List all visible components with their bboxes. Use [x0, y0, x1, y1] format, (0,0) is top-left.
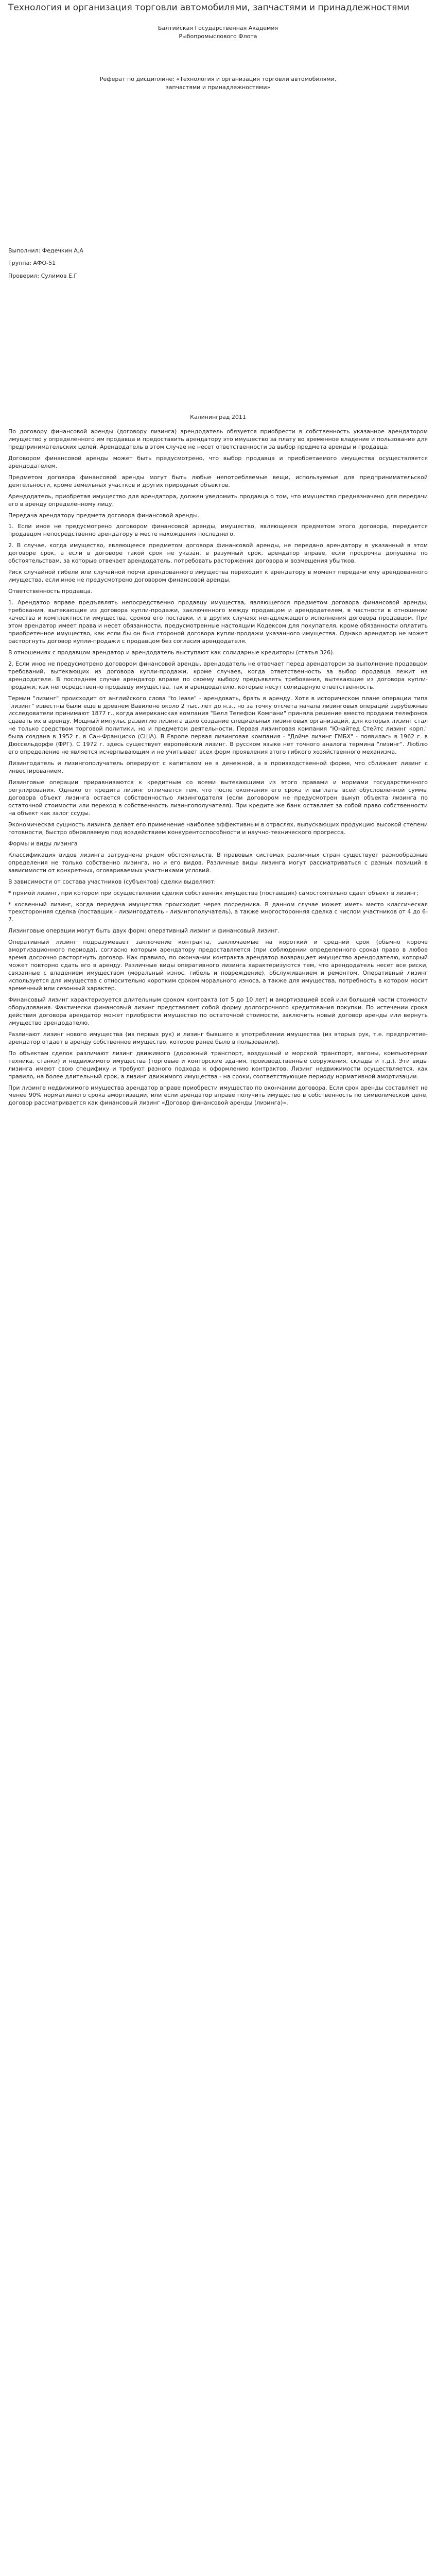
- body-paragraph: Лизинговые операции приравниваются к кредитным со всеми вытекающими из этого правами и нормами государственного регулирования. Однако от кредита лизинг отличается тем, что после окончания его срока и выплаты всей обусловленной суммы договора объект лизинга остается собственностью лизингодателя (если договором не предусмотрен выкуп объекта лизинга по остаточной стоимости или переход в собственность лизингополучателя). При кредите же банк оставляет за собой право собственности на объект как залог ссуды.: [8, 779, 428, 817]
- body-paragraph: Финансовый лизинг характеризуется длительным сроком контракта (от 5 до 10 лет) и амортизацией всей или большей части стоимости оборудования. Фактически финансовый лизинг представляет собой форму долгосрочного кредитования покупки. По истечении срока действия договора арендатор может приобрести имущество по остаточной стоимости, заключить новый договор аренды или вернуть имущество арендодателю.: [8, 996, 428, 1026]
- document-title: Технология и организация торговли автомобилями, запчастями и принадлежностями: [8, 3, 410, 13]
- group-line: Группа: АФО-51: [8, 260, 56, 267]
- body-paragraph: В отношениях с продавцом арендатор и арендодатель выступают как солидарные кредиторы (статья 326).: [8, 649, 335, 656]
- body-paragraph: В зависимости от состава участников (субъектов) сделки выделяют:: [8, 878, 216, 885]
- city-year: Калининград 2011: [190, 414, 246, 421]
- checker-line: Проверил: Сулимов Е.Г: [8, 272, 78, 279]
- body-paragraph: * косвенный лизинг, когда передача имущества происходит через посредника. В данном случае может иметь место классическая трехсторонняя сделка (поставщик - лизингодатель - лизингополучатель), а также многосторонняя сделка с числом участников от 4 до 6-7.: [8, 901, 428, 923]
- organization-block: [8, 24, 428, 41]
- body-paragraph: Термин "лизинг" происходит от английского слова "to lease" - арендовать, брать в аренду. Хотя в историческом плане операции типа "лизинг" известны были еще в древнем Вавилоне около 2 тыс. лет до н.э., но за точку отсчета начала лизинговых операций зарубежные исследователи принимают 1877 г., когда американская компания "Белл Телефон Компани" приняла решение вместо продажи телефонов сдавать их в аренду. Мощный импульс развитию лизинга дало создание специальных лизинговых организаций, для которых лизинг стал не только средством торговой политики, но и предметом деятельности. Первая лизинговая компания "Юнайтед Стейтс лизинг корп." была создана в 1952 г. в Сан-Франциско (США). В Европе первая лизинговая компания - "Дойче лизинг ГМБХ" - появилась в 1962 г. в Дюссельдорфе (ФРГ). С 1972 г. здесь существует европейский лизинг. В русском языке нет точного аналога термина "лизинг". Люблю его определение не является исчерпывающим и не учитывает всех форм проявления этого гибкого хозяйственного механизма.: [8, 694, 428, 756]
- body-paragraph: Классификация видов лизинга затруднена рядом обстоятельств. В правовых системах различных стран существует разнообразные определения не только собственно лизинга, но и его видов. Различные виды лизинга могут рассматриваться с разных позиций в зависимости от конкретных, оговариваемых участниками условий.: [8, 851, 428, 874]
- body-paragraph: Формы и виды лизинга: [8, 840, 78, 847]
- body-paragraph: По объектам сделок различают лизинг движимого (дорожный транспорт, воздушный и морской транспорт, вагоны, компьютерная техника, станки) и недвижимого имущества (торговые и конторские здания, производственные сооружения, склады и т.д.). Эти виды лизинга имеют свою специфику и требуют разного подхода к оформлению контрактов. Лизинг недвижимости осуществляется, как правило, на более длительный срок, а лизинг движимого имущества - на сроки, соответствующие периоду нормативной амортизации.: [8, 1049, 428, 1080]
- body-paragraph: Оперативный лизинг подразумевает заключение контракта, заключаемые на короткий и средний срок (обычно короче амортизационного периода), согласно которым арендатору предоставляется (при соблюдении определенного срока) право в любое время досрочно расторгнуть договор. Как правило, по окончании контракта арендатор возвращает имущество арендодателю, который может повторно сдать его в аренду. Различные виды оперативного лизинга характеризуются тем, что арендодатель несет все риски, связанные с владением имуществом (моральный износ, гибель и повреждение), обслуживанием и ремонтом. Оперативный лизинг используется для имущества с относительно коротким сроком морального износа, а также для имущества, потребность в котором носит временный или сезонный характер.: [8, 939, 428, 992]
- body-paragraph: Передача арендатору предмета договора финансовой аренды.: [8, 512, 200, 519]
- body-paragraph: 2. Если иное не предусмотрено договором финансовой аренды, арендодатель не отвечает перед арендатором за выполнение продавцом требований, вытекающих из договора купли-продажи, кроме случаев, когда ответственность за выбор продавца лежит на арендодателе. В последнем случае арендатор вправе по своему выбору предъявлять требования, вытекающие из договора купли-продажи, как непосредственно продавцу имущества, так и арендодателю, которые несут солидарную ответственность.: [8, 660, 428, 690]
- body-paragraph: Ответственность продавца.: [8, 588, 93, 595]
- body-paragraph: Риск случайной гибели или случайной порчи арендованного имущества переходит к арендатору в момент передачи ему арендованного имущества, если иное не предусмотрено договором финансовой аренды.: [8, 569, 428, 584]
- document-page: [0, 2, 436, 1123]
- performer-line: Выполнил: Федечкин А.А: [8, 247, 83, 254]
- body-paragraph: Лизинговые операции могут быть двух форм: оперативный лизинг и финансовый лизинг.: [8, 927, 280, 935]
- organization-line: Рыбопромыслового Флота: [179, 33, 257, 40]
- body-paragraph: По договору финансовой аренды (договору лизинга) арендодатель обязуется приобрести в собственность указанное арендатором имущество у определенного им продавца и предоставить арендатору это имущество за плату во временное владение и пользование для предпринимательских целей. Арендодатель в этом случае не несет ответственности за выбор предмета аренды и продавца.: [8, 428, 428, 450]
- body-paragraph: Предметом договора финансовой аренды могут быть любые непотребляемые вещи, используемые для предпринимательской деятельности, кроме земельных участков и других природных объектов.: [8, 473, 428, 488]
- referat-block: [8, 75, 428, 92]
- body-paragraph: Различают лизинг нового имущества (из первых рук) и лизинг бывшего в употреблении имущества (из вторых рук, т.е. предприятие-арендатор отдает в аренду собственное имущество, которое ранее было в пользовании).: [8, 1030, 428, 1045]
- body-paragraph: 2. В случае, когда имущество, являющееся предметом договора финансовой аренды, не передано арендатору в указанный в этом договоре срок, а если в договоре такой срок не указан, в разумный срок, арендатор вправе, если просрочка допущена по обстоятельствам, за которые отвечает арендодатель, потребовать расторжения договора и возмещения убытков.: [8, 542, 428, 565]
- organization-line: Балтийская Государственная Академия: [158, 24, 278, 31]
- body-paragraph: Арендодатель, приобретая имущество для арендатора, должен уведомить продавца о том, что имущество предназначено для передачи его в аренду определенному лицу.: [8, 493, 428, 507]
- body-paragraph: 1. Если иное не предусмотрено договором финансовой аренды, имущество, являющееся предметом этого договора, передается продавцом непосредственно арендатору в месте нахождения последнего.: [8, 523, 428, 538]
- body-paragraph: * прямой лизинг, при котором при осуществлении сделки собственник имущества (поставщик) самостоятельно сдает объект в лизинг;: [8, 889, 419, 896]
- referat-line: запчастями и принадлежностями»: [165, 84, 271, 91]
- body-paragraph: Экономическая сущность лизинга делает его применение наиболее эффективным в отраслях, выпускающих продукцию высокой степени готовности, быстро обновляемую под воздействием конкурентоспособности и научно-технического прогресса.: [8, 821, 428, 836]
- body-paragraph: Лизингодатель и лизингополучатель оперируют с капиталом не в денежной, а в производственной форме, что сближает лизинг с инвестированием.: [8, 760, 428, 775]
- body-paragraph: При лизинге недвижимого имущества арендатор вправе приобрести имущество по окончании договора. Если срок аренды составляет не менее 90% нормативного срока амортизации, или если арендатор вправе получить имущество в собственность по символической цене, договор рассматривается как финансовый лизинг «Договор финансовой аренды (лизинга)».: [8, 1084, 428, 1107]
- document-body: [8, 428, 428, 1107]
- body-paragraph: Договором финансовой аренды может быть предусмотрено, что выбор продавца и приобретаемого имущества осуществляется арендодателем.: [8, 454, 428, 469]
- author-meta: [8, 247, 428, 281]
- body-paragraph: 1. Арендатор вправе предъявлять непосредственно продавцу имущества, являющегося предметом договора финансовой аренды, требования, вытекающие из договора купли-продажи, заключенного между продавцом и арендодателем, в частности в отношении качества и комплектности имущества, сроков его поставки, и в других случаях ненадлежащего исполнения договора продавцом. При этом арендатор имеет права и несет обязанности, предусмотренные настоящим Кодексом для покупателя, кроме обязанности оплатить приобретенное имущество, как если бы он был стороной договора купли-продажи указанного имущества. Однако арендатор не может расторгнуть договор купли-продажи с продавцом без согласия арендодателя.: [8, 599, 428, 645]
- referat-line: Реферат по дисциплине: «Технология и организация торговли автомобилями,: [99, 75, 337, 82]
